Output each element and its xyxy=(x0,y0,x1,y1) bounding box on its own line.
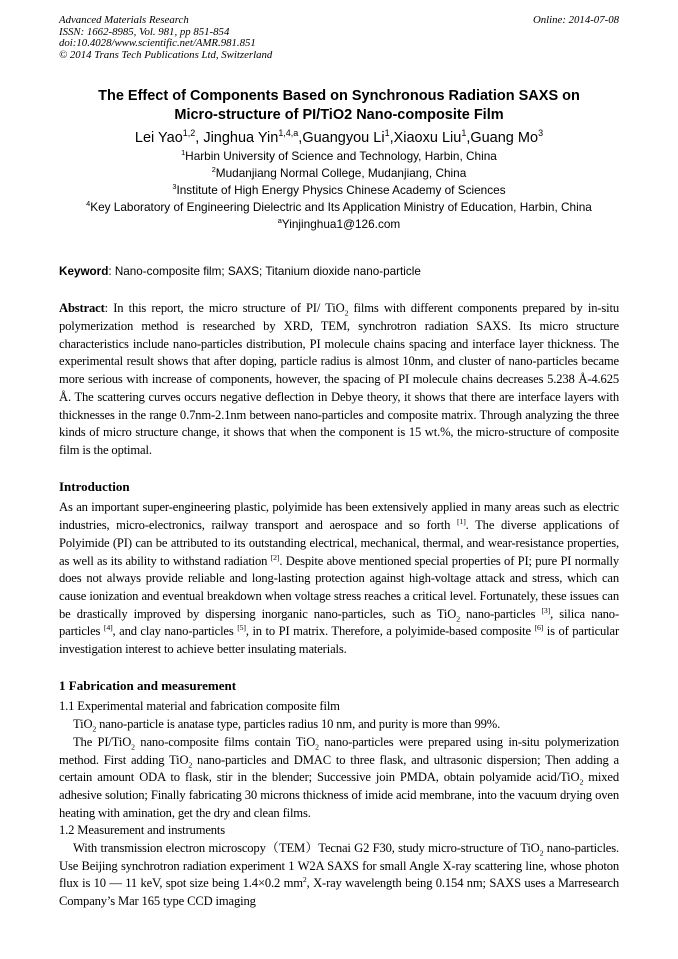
introduction-heading: Introduction xyxy=(59,478,130,494)
preparation-paragraph: The PI/TiO$_2$ nano-composite films contain TiO$_2$ nano-particles were prepared using in-situ polymerization method. First adding TiO$_2$ nano-particles and DMAC to three flask, and ultrasonic dispersion; Then adding a certain amount ODA to flask, stir in the blender; Successive join PMDA, obtain polyamide acid/TiO$_2$ mixed adhesive solution; Finally fabricating 30 microns thickness of imide acid membrane, into the vacuum drying oven heating with amination, get the dry and clean films. xyxy=(59,734,619,820)
abstract-paragraph: Abstract: In this report, the micro structure of PI/ TiO$_2$ films with different components prepared by in-situ polymerization method is researched by XRD, TEM, synchrotron radiation SAXS. Its micro structure characteristics include nano-particles distribution, PI molecule chains spacing and interface layer thickness. The experimental result shows that after doping, particle radius is almost 10nm, and cluster of nano-particles became more serious with increase of components, however, the spacing of PI molecule chains decreases 5.238 Å-4.625 Å. The scattering curves occurs negative deflection in Debye theory, it shows that there are interface layers with thicknesses in the range 0.7nm-2.1nm between nano-particles and composite matrix. Through analyzing the three kinds of micro structure change, it shows that when the component is 15 wt.%, the micro-structure of composite film is the optimal. xyxy=(59,301,619,457)
paper-title-line2: Micro-structure of PI/TiO2 Nano-composite Film xyxy=(174,107,504,124)
materials-paragraph: TiO$_2$ nano-particle is anatase type, particles radius 10 nm, and purity is more than 99%. xyxy=(73,717,501,734)
journal-info-block xyxy=(59,15,272,61)
fabrication-heading: 1 Fabrication and measurement xyxy=(59,677,237,693)
paper-title xyxy=(59,87,619,125)
paper-title-line1: The Effect of Components Based on Synchronous Radiation SAXS on xyxy=(98,88,580,105)
affiliation-line-1: $^1$Harbin University of Science and Technology, Harbin, China xyxy=(181,148,497,164)
authors-line: Lei Yao$^{1,2}$, Jinghua Yin$^{1,4,a}$,Guangyou Li$^1$,Xiaoxu Liu$^1$,Guang Mo$^3$ xyxy=(134,128,544,147)
subsection-1-2-heading: 1.2 Measurement and instruments xyxy=(59,823,226,838)
affiliation-line-3: $^3$Institute of High Energy Physics Chinese Academy of Sciences xyxy=(172,182,506,198)
introduction-paragraph: As an important super-engineering plastic, polyimide has been extensively applied in many areas such as electric industries, micro-electronics, railway transport and aerospace and so forth [1]. The diverse applications of Polyimide (PI) can be attributed to its outstanding electrical, mechanical, thermal, and wear-resistance properties, as well as its ability to withstand radiation [2]. Despite above mentioned special properties of PI; pure PI normally does not always provide reliable and long-lasting protection against high-voltage attack and stress, which can cause ionization and eventual breakdown when voltage stress reaches a critical level. Fortunately, these issues can be drastically improved by dispersing inorganic nano-particles, such as TiO$_2$ nano-particles [3], silica nano-particles [4], and clay nano-particles [5], in to PI matrix. Therefore, a polyimide-based composite [6] is of particular investigation interest to achieve better insulating materials. xyxy=(59,500,620,657)
affiliation-line-4: $^4$Key Laboratory of Engineering Dielectric and Its Application Ministry of Education, Harbin, China xyxy=(86,199,592,215)
affiliation-line-2: $^2$Mudanjiang Normal College, Mudanjiang, China xyxy=(211,165,467,181)
copyright-line: © 2014 Trans Tech Publications Ltd, Switzerland xyxy=(59,48,273,61)
keywords-line: Keyword: Nano-composite film; SAXS; Titanium dioxide nano-particle xyxy=(59,265,421,279)
online-date: Online: 2014-07-08 xyxy=(532,14,619,26)
email-line: $^a$Yinjinghua1@126.com xyxy=(277,216,401,232)
doi-line: doi:10.4028/www.scientific.net/AMR.981.851 xyxy=(59,37,256,50)
instruments-paragraph: With transmission electron microscopy（TEM）Tecnai G2 F30, study micro-structure of TiO$_2$ nano-particles. Use Beijing synchrotron radiation experiment 1 W2A SAXS for small Angle X-ray scattering line, whose photon flux is 10 — 11 keV, spot size being 1.4×0.2 $mm^2$, X-ray wavelength being 0.154 nm; SAXS uses a Marresearch Company’s Mar 165 type CCD imaging xyxy=(59,841,620,909)
issn-line: ISSN: 1662-8985, Vol. 981, pp 851-854 xyxy=(59,25,230,38)
journal-name: Advanced Materials Research xyxy=(59,14,189,26)
journal-header xyxy=(59,15,619,61)
subsection-1-1-heading: 1.1 Experimental material and fabrication composite film xyxy=(59,699,340,714)
